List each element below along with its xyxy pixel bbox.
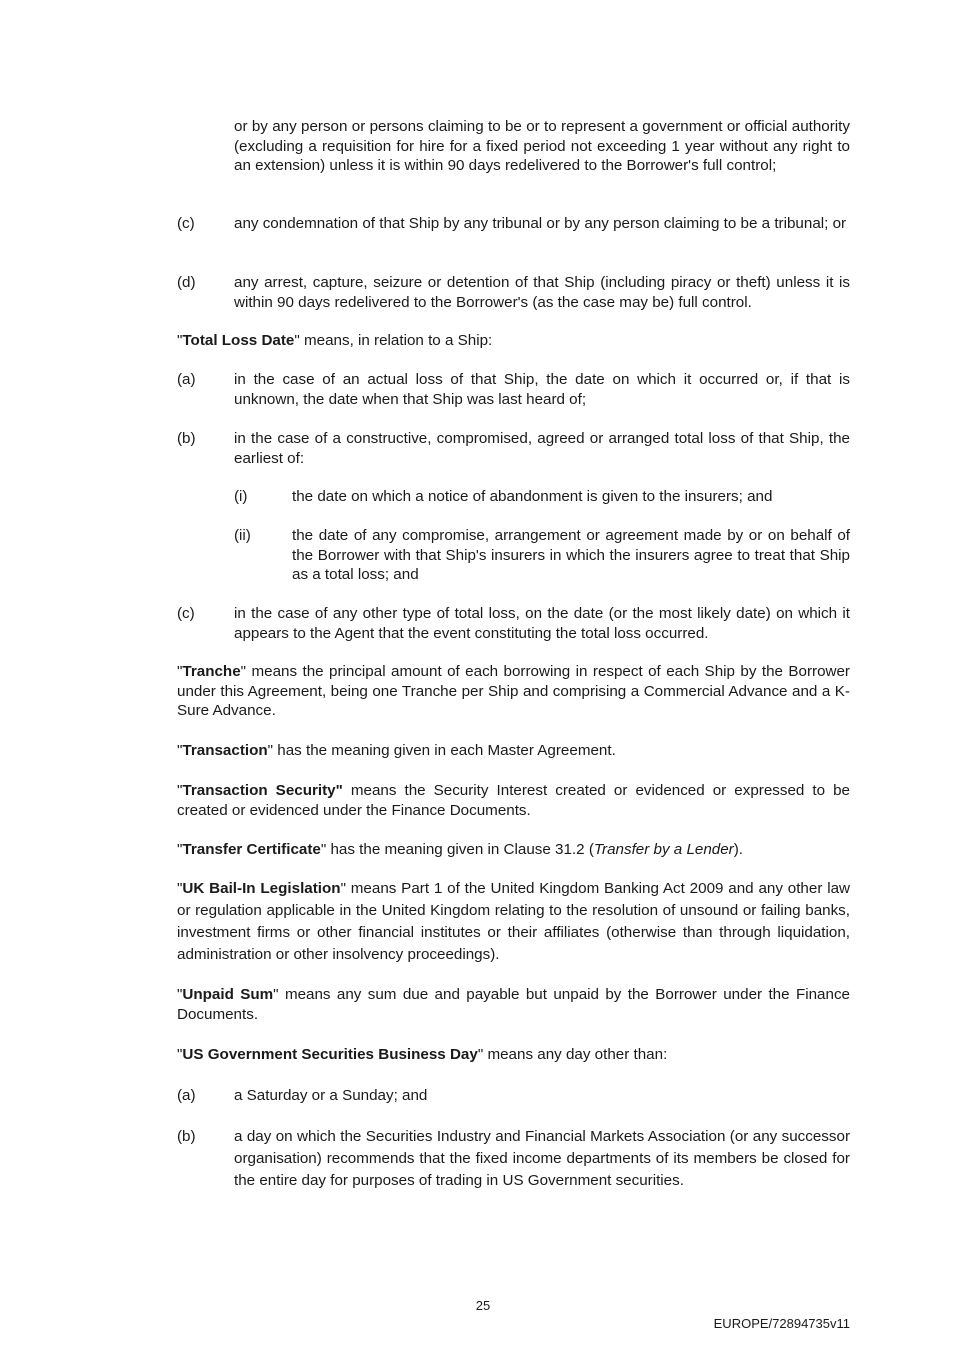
list-item xyxy=(177,214,850,234)
item-text: a Saturday or a Sunday; and xyxy=(234,1087,428,1104)
defined-term: Transaction xyxy=(182,742,268,759)
list-item xyxy=(177,370,850,409)
sub-list-item xyxy=(234,526,850,585)
list-item xyxy=(177,429,850,468)
item-text: in the case of an actual loss of that Ship, the date on which it occurred or, if that is unknown, the date when that Ship was last heard of; xyxy=(234,371,850,408)
sub-list-item xyxy=(234,487,850,507)
definition-uk-bail-in: "UK Bail-In Legislation" means Part 1 of the United Kingdom Banking Act 2009 and any other law or regulation applicable in the United Kingdom relating to the resolution of unsound or failing banks, investment firms or other financial institutes or their affiliates (otherwise than through liquidation, administration or other insolvency proceedings). xyxy=(177,880,850,963)
definition-total-loss-date: "Total Loss Date" means, in relation to a Ship: xyxy=(177,332,493,349)
definition-text: " means any sum due and payable but unpaid by the Borrower under the Finance Documents. xyxy=(177,986,850,1023)
defined-term: Total Loss Date xyxy=(182,332,295,349)
list-item xyxy=(177,273,850,312)
clause-reference: Transfer by a Lender xyxy=(593,841,734,858)
item-label: (ii) xyxy=(234,527,251,544)
defined-term: Transaction Security" xyxy=(182,782,343,799)
item-text: a day on which the Securities Industry and Financial Markets Association (or any successor organisation) recommends that the fixed income departments of its members be closed for the entire day for purposes of trading in US Government securities. xyxy=(234,1128,850,1189)
defined-term: UK Bail-In Legislation xyxy=(182,880,341,897)
item-label: (d) xyxy=(177,274,196,291)
definition-text: " means, in relation to a Ship: xyxy=(294,332,493,349)
list-item xyxy=(177,1086,850,1106)
item-label: (c) xyxy=(177,605,195,622)
definition-text: " means the principal amount of each borrowing in respect of each Ship by the Borrower under this Agreement, being one Tranche per Ship and comprising a Commercial Advance and a K-Sure Advance. xyxy=(177,663,850,719)
definition-unpaid-sum: "Unpaid Sum" means any sum due and payable but unpaid by the Borrower under the Finance Documents. xyxy=(177,986,850,1023)
item-text: the date of any compromise, arrangement or agreement made by or on behalf of the Borrower with that Ship's insurers in which the insurers agree to treat that Ship as a total loss; and xyxy=(292,527,850,583)
item-text: in the case of any other type of total loss, on the date (or the most likely date) on which it appears to the Agent that the event constituting the total loss occurred. xyxy=(234,605,850,642)
list-item xyxy=(177,604,850,643)
item-text: any arrest, capture, seizure or detention of that Ship (including piracy or theft) unless it is within 90 days redelivered to the Borrower's (as the case may be) full control. xyxy=(234,274,850,311)
document-reference: EUROPE/72894735v11 xyxy=(713,1316,850,1331)
item-label: (b) xyxy=(177,430,196,447)
defined-term: US Government Securities Business Day xyxy=(182,1046,478,1063)
item-label: (a) xyxy=(177,371,196,388)
definition-text: " means any day other than: xyxy=(477,1046,668,1063)
item-text: the date on which a notice of abandonment is given to the insurers; and xyxy=(292,488,773,505)
item-label: (c) xyxy=(177,215,195,232)
definition-transaction: "Transaction" has the meaning given in each Master Agreement. xyxy=(177,742,616,759)
definition-us-gov-securities-business-day: "US Government Securities Business Day" means any day other than: xyxy=(177,1046,668,1063)
defined-term: Transfer Certificate xyxy=(182,841,321,858)
definition-tranche: "Tranche" means the principal amount of each borrowing in respect of each Ship by the Borrower under this Agreement, being one Tranche per Ship and comprising a Commercial Advance and a K-Sure Advance. xyxy=(177,663,850,719)
definition-text: " has the meaning given in Clause 31.2 ( xyxy=(320,841,594,858)
definition-text: means the Security Interest created or evidenced or expressed to be created or evidenced under the Finance Documents. xyxy=(177,782,850,819)
continuation-paragraph: or by any person or persons claiming to be or to represent a government or official authority (excluding a requisition for hire for a fixed period not exceeding 1 year without any right to an extension) unless it is within 90 days redelivered to the Borrower's full control; xyxy=(234,118,850,174)
defined-term: Unpaid Sum xyxy=(182,986,274,1003)
item-label: (i) xyxy=(234,488,248,505)
item-text: in the case of a constructive, compromised, agreed or arranged total loss of that Ship, the earliest of: xyxy=(234,430,850,467)
definition-transfer-certificate: "Transfer Certificate" has the meaning given in Clause 31.2 (Transfer by a Lender). xyxy=(177,841,744,858)
item-label: (b) xyxy=(177,1128,196,1145)
list-item xyxy=(177,1126,850,1192)
definition-transaction-security: "Transaction Security" means the Security Interest created or evidenced or expressed to be created or evidenced under the Finance Documents. xyxy=(177,782,850,819)
page-number: 25 xyxy=(475,1298,491,1313)
defined-term: Tranche xyxy=(182,663,241,680)
item-text: any condemnation of that Ship by any tribunal or by any person claiming to be a tribunal; or xyxy=(234,215,847,232)
definition-text: " has the meaning given in each Master Agreement. xyxy=(267,742,616,759)
definition-text-end: ). xyxy=(733,841,744,858)
item-label: (a) xyxy=(177,1087,196,1104)
definition-text: " means Part 1 of the United Kingdom Banking Act 2009 and any other law or regulation applicable in the United Kingdom relating to the resolution of unsound or failing banks, investment firms or other financial institutes or their affiliates (otherwise than through liquidation, administration or other insolvency proceedings). xyxy=(177,880,850,963)
